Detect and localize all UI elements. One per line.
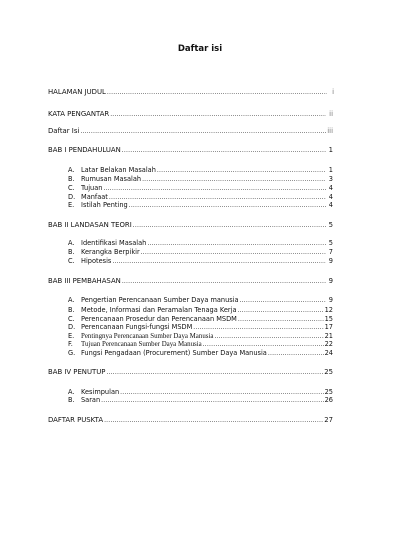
toc-entry-marker: C.: [68, 315, 75, 323]
toc-entry: [48, 146, 333, 155]
toc-entry: [48, 127, 333, 136]
toc-entry-label: Istilah Penting: [81, 201, 128, 209]
toc-page-number: 9: [328, 296, 333, 304]
toc-page-number: 7: [328, 248, 333, 256]
toc-entry-marker: C.: [68, 184, 75, 192]
toc-entry-label: BAB I PENDAHULUAN: [48, 146, 121, 154]
toc-entry-label: Perencanaan Fungsi-fungsi MSDM: [81, 323, 193, 331]
toc-entry: [48, 416, 333, 425]
toc-page-number: 3: [328, 175, 333, 183]
toc-entry-label: Daftar Isi: [48, 127, 80, 135]
toc-entry-marker: G.: [68, 349, 76, 357]
toc-leader-dots: [104, 416, 323, 425]
toc-entry-label: Saran: [81, 396, 101, 404]
toc-entry-label: BAB III PEMBAHASAN: [48, 277, 121, 285]
toc-leader-dots: [107, 88, 327, 97]
toc-leader-dots: [240, 296, 326, 305]
toc-page-number: 1: [328, 146, 333, 154]
toc-entry-label: Identifikasi Masalah: [81, 239, 147, 247]
toc-entry: [48, 277, 333, 286]
toc-entry-marker: D.: [68, 193, 76, 201]
toc-leader-dots: [80, 127, 326, 136]
toc-entry: [48, 88, 334, 97]
toc-entry-label: Pentingnya Perencanaan Sumber Daya Manusia: [81, 333, 214, 340]
toc-leader-dots: [110, 110, 326, 119]
toc-leader-dots: [268, 349, 324, 358]
toc-page-number: 21: [324, 332, 333, 340]
toc-entry: [48, 221, 333, 230]
toc-subentry: [68, 349, 333, 358]
toc-page-number: 12: [324, 306, 333, 314]
toc-subentry: [68, 257, 333, 266]
page-title: Daftar isi: [177, 44, 223, 54]
toc-page-number: 26: [324, 396, 333, 404]
toc-page-number: 1: [328, 166, 333, 174]
toc-subentry: [68, 396, 333, 405]
toc-leader-dots: [193, 323, 323, 332]
toc-page-number: 27: [324, 416, 333, 424]
toc-leader-dots: [106, 368, 323, 377]
toc-subentry: [68, 201, 333, 210]
toc-entry-marker: A.: [68, 296, 75, 304]
toc-entry-marker: D.: [68, 323, 76, 331]
toc-leader-dots: [147, 239, 326, 248]
toc-subentry: [68, 296, 333, 305]
toc-page-number: 5: [328, 221, 333, 229]
toc-subentry: [68, 340, 333, 349]
toc-leader-dots: [142, 175, 326, 184]
toc-entry-marker: F.: [68, 340, 73, 348]
toc-entry-label: HALAMAN JUDUL: [48, 88, 106, 96]
toc-leader-dots: [238, 306, 324, 315]
toc-entry-marker: C.: [68, 257, 75, 265]
toc-page-number: 4: [328, 193, 333, 201]
toc-page-number: 9: [328, 277, 333, 285]
toc-page-number: ii: [329, 110, 333, 118]
toc-entry-label: KATA PENGANTAR: [48, 110, 110, 118]
toc-subentry: [68, 323, 333, 332]
toc-page-number: 9: [328, 257, 333, 265]
toc-subentry: [68, 239, 333, 248]
toc-entry-marker: B.: [68, 175, 75, 183]
toc-page-number: 24: [324, 349, 333, 357]
toc-leader-dots: [129, 201, 326, 210]
toc-leader-dots: [101, 396, 323, 405]
toc-entry-label: Latar Belakan Masalah: [81, 166, 156, 174]
toc-subentry: [68, 248, 333, 257]
toc-entry-marker: E.: [68, 332, 75, 340]
toc-subentry: [68, 184, 333, 193]
toc-entry-label: Tujuan: [81, 184, 103, 192]
toc-entry-label: Kesimpulan: [81, 388, 120, 396]
toc-entry-label: Hipotesis: [81, 257, 112, 265]
toc-leader-dots: [112, 257, 326, 266]
toc-entry-label: DAFTAR PUSKTA: [48, 416, 104, 424]
toc-leader-dots: [122, 146, 326, 155]
toc-entry-marker: E.: [68, 201, 75, 209]
toc-page-number: 4: [328, 184, 333, 192]
toc-page-number: 22: [324, 340, 333, 348]
toc-entry: [48, 110, 333, 119]
toc-entry-label: Metode, Informasi dan Peramalan Tenaga Kerja: [81, 306, 237, 314]
toc-leader-dots: [103, 184, 326, 193]
toc-page-number: 5: [328, 239, 333, 247]
toc-page-number: 25: [324, 368, 333, 376]
toc-entry-label: BAB II LANDASAN TEORI: [48, 221, 132, 229]
toc-entry-label: Kerangka Berpikir: [81, 248, 140, 256]
toc-entry-label: Perencanaan Prosedur dan Perencanaan MSDM: [81, 315, 237, 323]
toc-leader-dots: [122, 277, 326, 286]
toc-entry-label: Rumusan Masalah: [81, 175, 142, 183]
toc-subentry: [68, 175, 333, 184]
toc-entry-label: Pengertian Perencanaan Sumber Daya manusia: [81, 296, 239, 304]
toc-page-number: 4: [328, 201, 333, 209]
toc-page-number: 25: [324, 388, 333, 396]
toc-page-number: 15: [324, 315, 333, 323]
toc-leader-dots: [203, 340, 324, 349]
toc-entry-marker: B.: [68, 306, 75, 314]
toc-leader-dots: [157, 166, 326, 175]
toc-page-number: i: [332, 88, 334, 96]
toc-page-number: iii: [327, 127, 333, 135]
toc-leader-dots: [141, 248, 326, 257]
toc-subentry: [68, 306, 333, 315]
toc-entry-marker: B.: [68, 396, 75, 404]
toc-entry-marker: A.: [68, 166, 75, 174]
toc-entry-marker: A.: [68, 388, 75, 396]
toc-entry-label: Fungsi Pengadaan (Procurement) Sumber Daya Manusia: [81, 349, 267, 357]
toc-page-number: 17: [324, 323, 333, 331]
toc-subentry: [68, 166, 333, 175]
toc-entry-label: BAB IV PENUTUP: [48, 368, 106, 376]
toc-leader-dots: [133, 221, 326, 230]
toc-entry-marker: A.: [68, 239, 75, 247]
toc-entry-label: Tujuan Perencanaan Sumber Daya Manusia: [81, 341, 202, 348]
toc-entry: [48, 368, 333, 377]
toc-entry-marker: B.: [68, 248, 75, 256]
toc-entry-label: Manfaat: [81, 193, 108, 201]
